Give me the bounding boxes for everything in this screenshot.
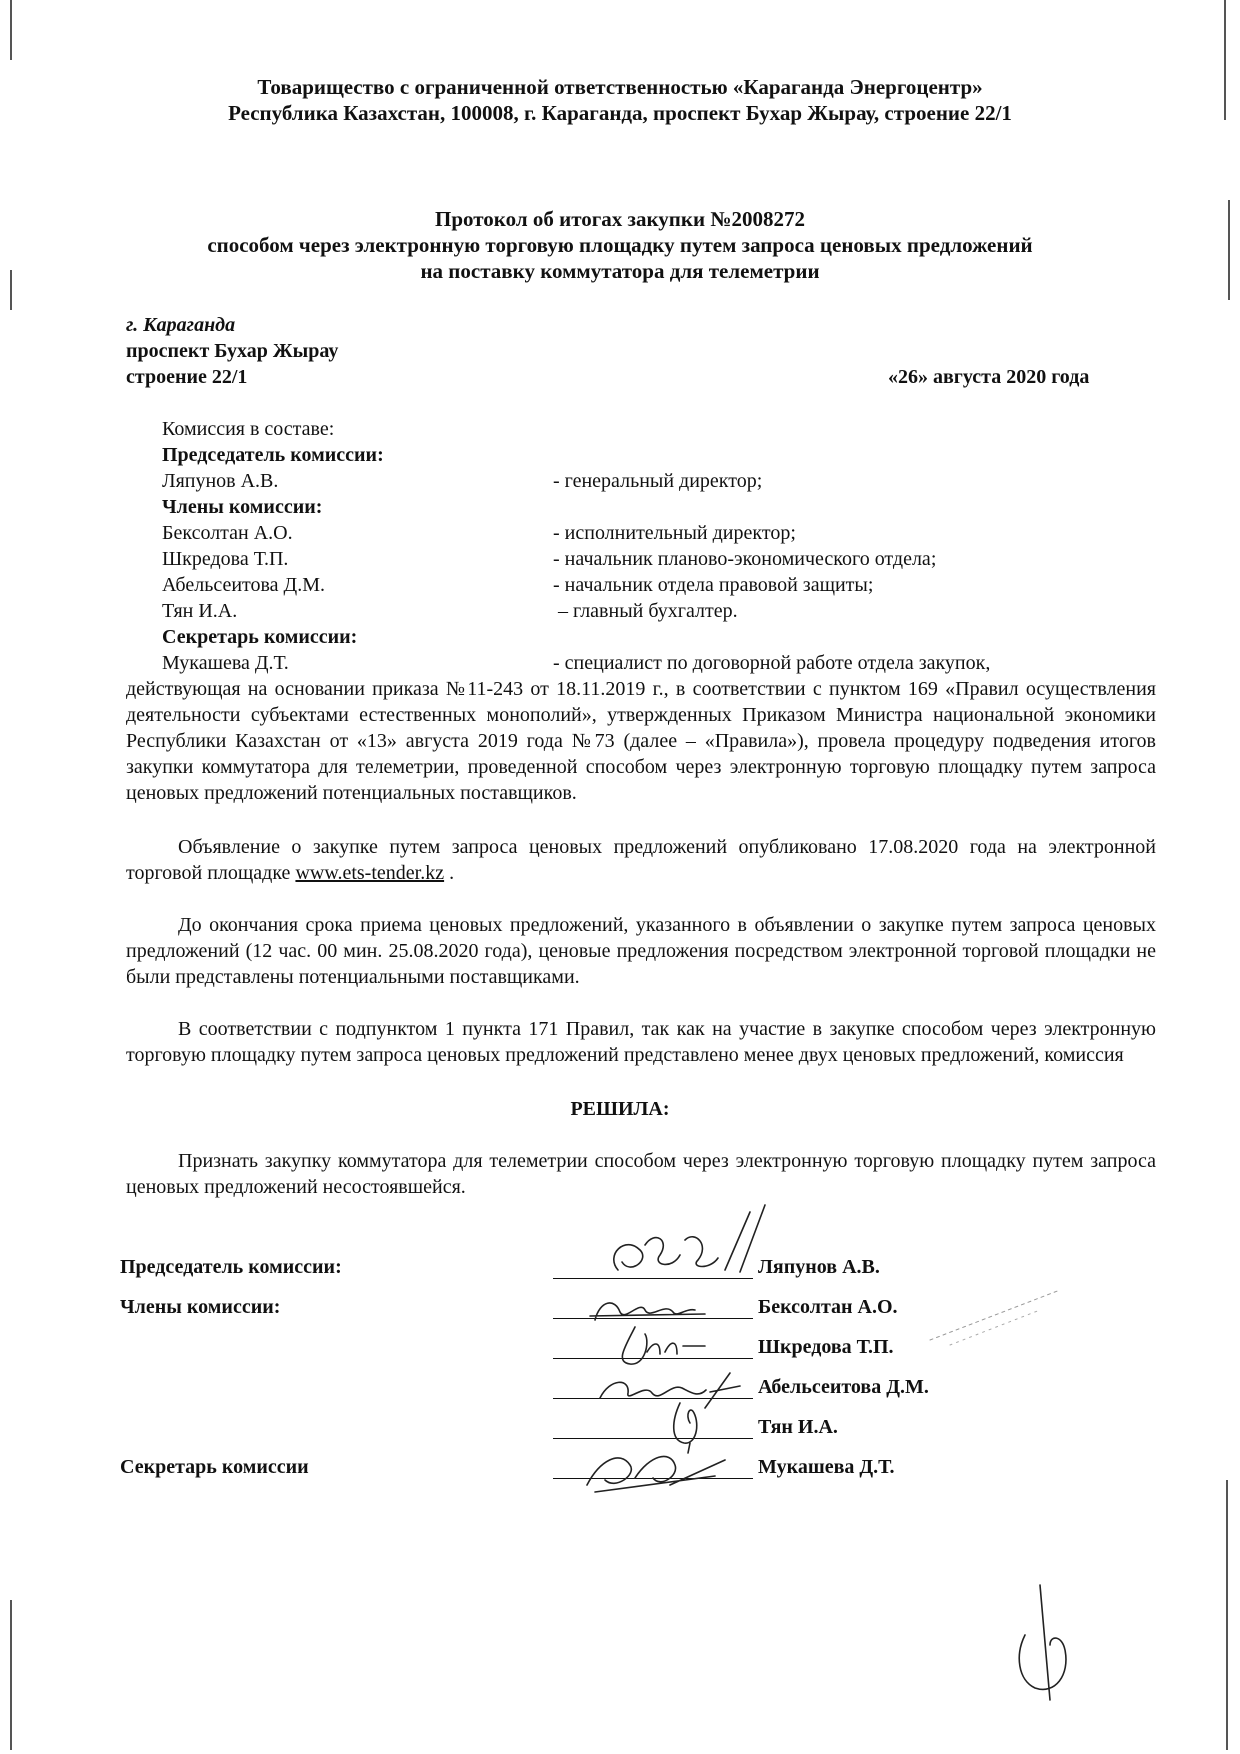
paragraph-basis: действующая на основании приказа №11-243 от 18.11.2019 г., в соответствии с пунктом 169 «Правил осуществления деятельности субъектами естественных монополий», утвержденных Приказом Министра национальной экономики Республики Казахстан от «13» августа 2019 года №73 (далее – «Правила»), провела процедуру подведения итогов закупки коммутатора для телеметрии, проведенной способом через электронную торговую площадку путем запроса ценовых предложений потенциальных поставщиков. [126,678,1156,804]
secretary-role: - специалист по договорной работе отдела закупок, [553,652,991,674]
member-role: - начальник планово-экономического отдела; [553,548,937,570]
sig-members-label: Члены комиссии: [120,1296,281,1318]
signer-name: Абельсеитова Д.М. [758,1376,929,1398]
announcement-text: Объявление о закупке путем запроса ценовых предложений опубликовано 17.08.2020 года на электронной торговой площадке [126,836,1156,884]
signature-line [553,1438,753,1439]
signer-name: Бексолтан А.О. [758,1296,898,1318]
announcement-end: . [444,862,455,884]
ets-tender-link[interactable]: www.ets-tender.kz [295,862,445,884]
paragraph-decision: Признать закупку коммутатора для телеметрии способом через электронную торговую площадку путем запроса ценовых предложений несостоявшейся. [126,1150,1156,1198]
scan-edge-mark [10,1600,12,1750]
paragraph-rule: В соответствии с подпунктом 1 пункта 171 Правил, так как на участие в закупке способом через электронную торговую площадку путем запроса ценовых предложений представлено менее двух ценовых предложений, комиссия [126,1018,1156,1066]
chair-role: - генеральный директор; [553,470,763,492]
place-city: г. Караганда [126,314,236,336]
scan-edge-mark [10,270,12,310]
member-role: – главный бухгалтер. [558,600,738,622]
sig-chair-label: Председатель комиссии: [120,1256,342,1278]
member-role: - исполнительный директор; [553,522,796,544]
member-name: Шкредова Т.П. [162,548,289,570]
paragraph-deadline: До окончания срока приема ценовых предложений, указанного в объявлении о закупке путем запроса ценовых предложений (12 час. 00 мин. 25.08.2020 года), ценовые предложения посредством электронной торговой площадки не были представлены потенциальными поставщиками. [126,914,1156,988]
signer-name: Тян И.А. [758,1416,838,1438]
scan-edge-mark [1228,200,1230,300]
commission-intro: Комиссия в составе: [162,418,335,440]
member-name: Абельсеитова Д.М. [162,574,325,596]
signature-secretary [575,1440,735,1500]
secretary-heading: Секретарь комиссии: [162,626,358,648]
protocol-date: «26» августа 2020 года [888,366,1090,388]
member-role: - начальник отдела правовой защиты; [553,574,874,596]
secretary-name: Мукашева Д.Т. [162,652,289,674]
org-address: Республика Казахстан, 100008, г. Караганда, проспект Бухар Жырау, строение 22/1 [228,101,1012,125]
initials-mark [1010,1580,1090,1720]
sig-secretary-label: Секретарь комиссии [120,1456,309,1478]
scan-edge-mark [1224,0,1226,120]
protocol-subtitle-2: на поставку коммутатора для телеметрии [420,259,820,283]
signature-faint-mark [920,1280,1070,1350]
place-street: проспект Бухар Жырау [126,340,339,362]
member-name: Тян И.А. [162,600,238,622]
member-name: Бексолтан А.О. [162,522,293,544]
chair-heading: Председатель комиссии: [162,444,384,466]
signature-member-2 [605,1322,715,1372]
chair-name: Ляпунов А.В. [162,470,279,492]
scan-edge-mark [1226,1480,1228,1750]
paragraph-announcement [126,834,1156,886]
protocol-subtitle-1: способом через электронную торговую площадку путем запроса ценовых предложений [207,233,1033,257]
place-building: строение 22/1 [126,366,248,388]
signer-name: Ляпунов А.В. [758,1256,880,1278]
protocol-title: Протокол об итогах закупки №2008272 [435,207,805,231]
decision-heading: РЕШИЛА: [570,1098,670,1120]
org-name: Товарищество с ограниченной ответственностью «Караганда Энергоцентр» [257,75,983,99]
signer-name: Шкредова Т.П. [758,1336,894,1358]
signer-name: Мукашева Д.Т. [758,1456,895,1478]
scan-edge-mark [10,0,12,60]
signature-chair [600,1200,770,1290]
members-heading: Члены комиссии: [162,496,323,518]
